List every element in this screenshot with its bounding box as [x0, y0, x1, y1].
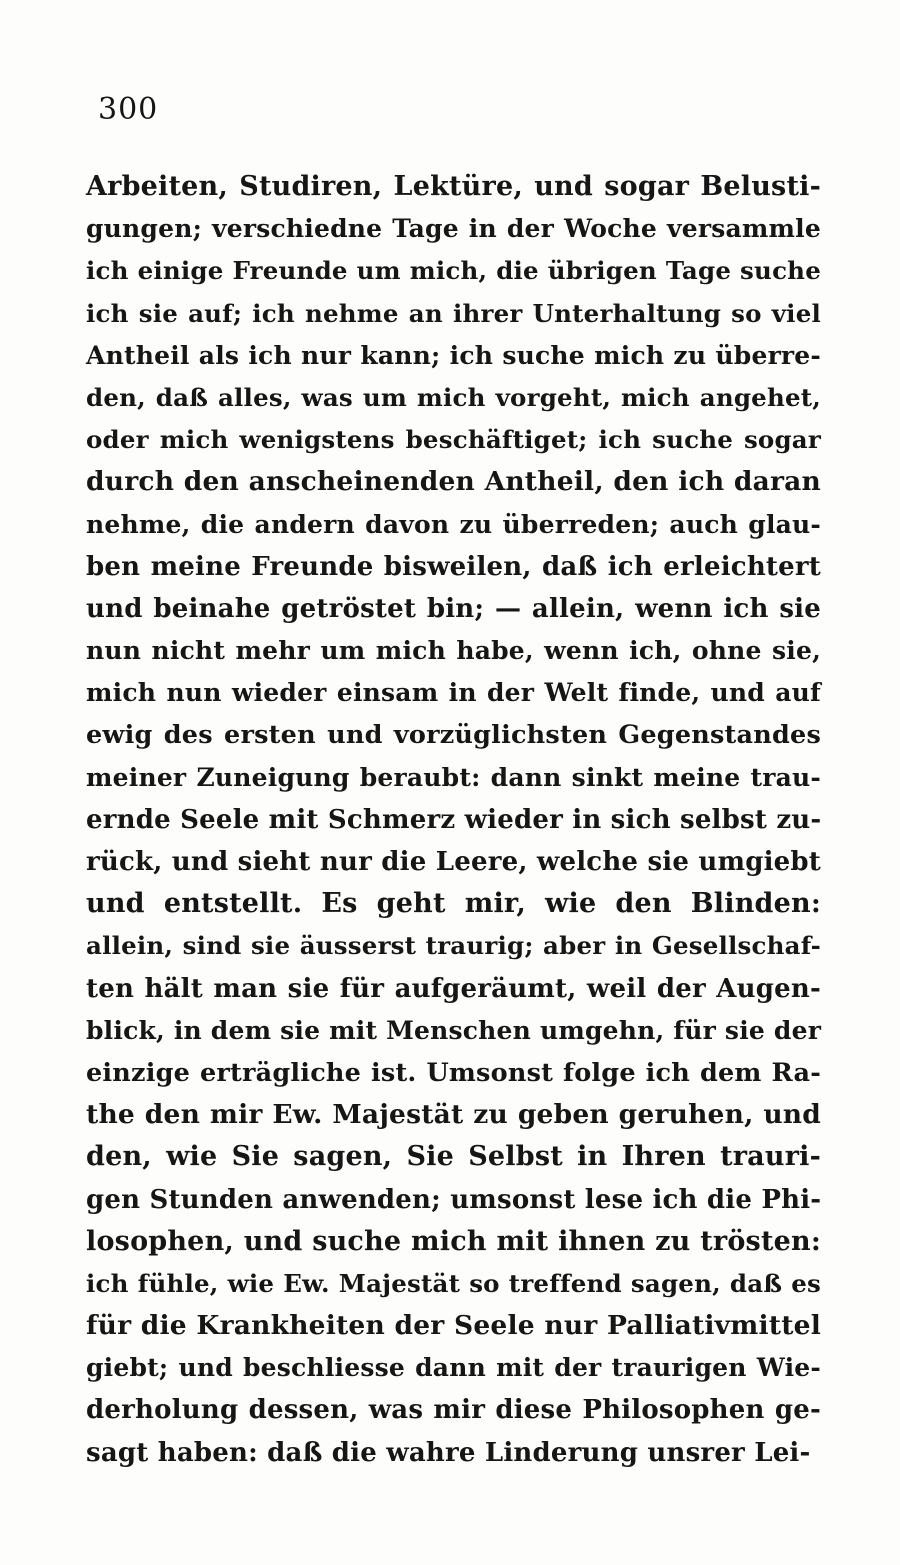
text-line: ten hält man sie für aufgeräumt, weil der Augen- — [86, 973, 821, 1004]
text-line: blick, in dem sie mit Menschen umgehn, für sie der — [86, 1015, 822, 1045]
text-line: ich sie auf; ich nehme an ihrer Unterhaltung so viel — [86, 298, 821, 328]
text-line: giebt; und beschliesse dann mit der traurigen Wie- — [86, 1353, 821, 1383]
text-line: oder mich wenigstens beschäftiget; ich suche sogar — [86, 425, 821, 455]
text-line: ich einige Freunde um mich, die übrigen Tage suche — [86, 256, 821, 286]
text-line: und entstellt. Es geht mir, wie den Blinden: — [86, 888, 821, 920]
text-line: ich fühle, wie Ew. Majestät so treffend sagen, daß es — [86, 1268, 821, 1298]
text-line: den, wie Sie sagen, Sie Selbst in Ihren trauri- — [86, 1141, 821, 1173]
text-line: rück, und sieht nur die Leere, welche sie umgiebt — [86, 847, 821, 877]
text-line: derholung dessen, was mir diese Philosophen ge- — [86, 1395, 821, 1426]
text-line: nehme, die andern davon zu überreden; auch glau- — [86, 509, 821, 539]
text-line: allein, sind sie äusserst traurig; aber in Gesellschaf- — [86, 931, 821, 961]
text-line: nun nicht mehr um mich habe, wenn ich, ohne sie, — [86, 636, 821, 666]
text-line: und beinahe getröstet bin; — allein, wenn ich sie — [86, 593, 821, 624]
text-line: ben meine Freunde bisweilen, daß ich erleichtert — [86, 551, 821, 582]
text-line: the den mir Ew. Majestät zu geben geruhen, und — [86, 1099, 821, 1131]
page-number: 300 — [98, 92, 159, 127]
text-line: Antheil als ich nur kann; ich suche mich zu überre- — [86, 340, 821, 370]
text-line: Arbeiten, Studiren, Lektüre, und sogar Belusti- — [86, 171, 821, 202]
text-line: losophen, und suche mich mit ihnen zu trösten: — [86, 1225, 821, 1257]
text-line: ewig des ersten und vorzüglichsten Gegenstandes — [86, 720, 821, 751]
text-line: durch den anscheinenden Antheil, den ich daran — [86, 466, 821, 498]
text-line: den, daß alles, was um mich vorgeht, mich angehet, — [86, 382, 821, 412]
body-text — [86, 166, 821, 1474]
text-line: meiner Zuneigung beraubt: dann sinkt meine trau- — [86, 762, 821, 792]
text-line: einzige erträgliche ist. Umsonst folge ich dem Ra- — [86, 1057, 821, 1088]
text-line: mich nun wieder einsam in der Welt finde, und auf — [86, 678, 821, 708]
text-line: für die Krankheiten der Seele nur Palliativmittel — [86, 1310, 821, 1342]
text-line: sagt haben: daß die wahre Linderung unsrer Lei- — [86, 1437, 811, 1468]
text-line: gen Stunden anwenden; umsonst lese ich die Phi- — [86, 1184, 822, 1215]
text-line: gungen; verschiedne Tage in der Woche versammle — [86, 214, 821, 244]
text-line: ernde Seele mit Schmerz wieder in sich selbst zu- — [86, 804, 822, 835]
